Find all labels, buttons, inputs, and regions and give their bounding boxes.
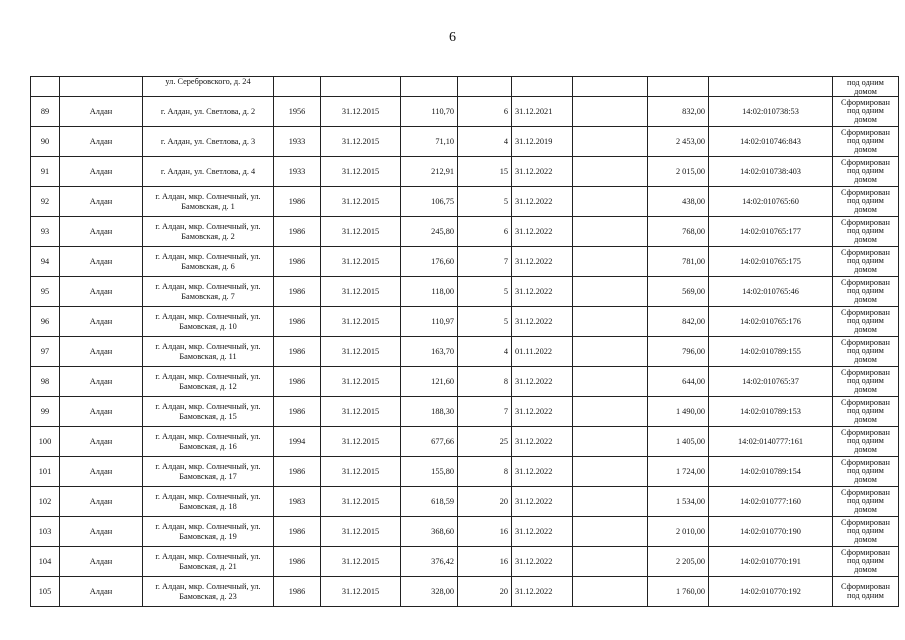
cell-locality: Алдан — [60, 367, 143, 397]
cell-date: 31.12.2015 — [321, 307, 401, 337]
cell-empty — [573, 77, 648, 97]
cell-floors: 20 — [458, 487, 512, 517]
cell-locality: Алдан — [60, 127, 143, 157]
cell-deadline: 31.12.2022 — [512, 397, 573, 427]
cell-number: 91 — [31, 157, 60, 187]
cell-number: 90 — [31, 127, 60, 157]
cell-status: Сформирован под одним домом — [833, 397, 899, 427]
cell-floors: 4 — [458, 337, 512, 367]
cell-floors: 5 — [458, 307, 512, 337]
cell-address: г. Алдан, ул. Светлова, д. 4 — [143, 157, 274, 187]
cell-year: 1986 — [274, 247, 321, 277]
cell-sum: 1 724,00 — [648, 457, 709, 487]
housing-registry-table — [30, 76, 899, 607]
cell-area: 163,70 — [401, 337, 458, 367]
cell-empty — [573, 157, 648, 187]
cell-status: Сформирован под одним домом — [833, 367, 899, 397]
cell-deadline: 31.12.2021 — [512, 97, 573, 127]
cell-deadline: 01.11.2022 — [512, 337, 573, 367]
cell-number: 95 — [31, 277, 60, 307]
cell-floors — [458, 77, 512, 97]
cell-status: Сформирован под одним домом — [833, 517, 899, 547]
cell-cadastral-number: 14:02:010789:154 — [709, 457, 833, 487]
cell-status: Сформирован под одним домом — [833, 247, 899, 277]
cell-empty — [573, 367, 648, 397]
cell-status: Сформирован под одним домом — [833, 127, 899, 157]
cell-deadline: 31.12.2022 — [512, 457, 573, 487]
cell-cadastral-number: 14:02:010765:37 — [709, 367, 833, 397]
cell-year: 1983 — [274, 487, 321, 517]
cell-date: 31.12.2015 — [321, 397, 401, 427]
table-row — [31, 157, 899, 187]
cell-deadline: 31.12.2022 — [512, 307, 573, 337]
cell-date: 31.12.2015 — [321, 517, 401, 547]
cell-date: 31.12.2015 — [321, 127, 401, 157]
cell-deadline: 31.12.2022 — [512, 487, 573, 517]
table-row — [31, 247, 899, 277]
cell-locality: Алдан — [60, 457, 143, 487]
cell-sum: 842,00 — [648, 307, 709, 337]
cell-area: 106,75 — [401, 187, 458, 217]
cell-sum — [648, 77, 709, 97]
cell-number: 101 — [31, 457, 60, 487]
cell-sum: 2 015,00 — [648, 157, 709, 187]
cell-year: 1986 — [274, 307, 321, 337]
cell-cadastral-number: 14:02:010770:191 — [709, 547, 833, 577]
cell-address: г. Алдан, мкр. Солнечный, ул. Бамовская, д. 10 — [143, 307, 274, 337]
cell-deadline: 31.12.2022 — [512, 217, 573, 247]
cell-deadline: 31.12.2022 — [512, 187, 573, 217]
cell-number: 89 — [31, 97, 60, 127]
cell-cadastral-number: 14:02:010789:153 — [709, 397, 833, 427]
cell-date: 31.12.2015 — [321, 367, 401, 397]
table-row — [31, 547, 899, 577]
cell-sum: 1 534,00 — [648, 487, 709, 517]
cell-sum: 1 490,00 — [648, 397, 709, 427]
cell-address: г. Алдан, мкр. Солнечный, ул. Бамовская, д. 1 — [143, 187, 274, 217]
cell-empty — [573, 97, 648, 127]
cell-number — [31, 77, 60, 97]
cell-address: г. Алдан, мкр. Солнечный, ул. Бамовская, д. 21 — [143, 547, 274, 577]
cell-floors: 5 — [458, 277, 512, 307]
cell-area: 368,60 — [401, 517, 458, 547]
cell-cadastral-number: 14:02:010789:155 — [709, 337, 833, 367]
cell-status: Сформирован под одним домом — [833, 427, 899, 457]
table-row — [31, 127, 899, 157]
cell-year: 1986 — [274, 457, 321, 487]
cell-address: ул. Серебровского, д. 24 — [143, 77, 274, 97]
cell-floors: 7 — [458, 247, 512, 277]
cell-year: 1986 — [274, 517, 321, 547]
cell-floors: 20 — [458, 577, 512, 607]
cell-area: 618,59 — [401, 487, 458, 517]
cell-floors: 8 — [458, 457, 512, 487]
cell-floors: 4 — [458, 127, 512, 157]
cell-area: 110,70 — [401, 97, 458, 127]
cell-empty — [573, 517, 648, 547]
table-row — [31, 97, 899, 127]
cell-area: 245,80 — [401, 217, 458, 247]
cell-deadline: 31.12.2022 — [512, 247, 573, 277]
table-row — [31, 367, 899, 397]
cell-address: г. Алдан, ул. Светлова, д. 3 — [143, 127, 274, 157]
cell-year: 1986 — [274, 577, 321, 607]
cell-locality: Алдан — [60, 487, 143, 517]
cell-sum: 2 453,00 — [648, 127, 709, 157]
table-row — [31, 307, 899, 337]
cell-number: 96 — [31, 307, 60, 337]
cell-date: 31.12.2015 — [321, 337, 401, 367]
cell-cadastral-number: 14:02:010738:53 — [709, 97, 833, 127]
cell-area: 155,80 — [401, 457, 458, 487]
cell-address: г. Алдан, мкр. Солнечный, ул. Бамовская, д. 23 — [143, 577, 274, 607]
cell-cadastral-number: 14:02:010765:60 — [709, 187, 833, 217]
cell-date: 31.12.2015 — [321, 187, 401, 217]
cell-cadastral-number: 14:02:010765:177 — [709, 217, 833, 247]
cell-status: Сформирован под одним домом — [833, 457, 899, 487]
cell-area: 677,66 — [401, 427, 458, 457]
table-row — [31, 577, 899, 607]
cell-address: г. Алдан, мкр. Солнечный, ул. Бамовская, д. 12 — [143, 367, 274, 397]
cell-date: 31.12.2015 — [321, 277, 401, 307]
cell-sum: 768,00 — [648, 217, 709, 247]
cell-floors: 16 — [458, 517, 512, 547]
cell-locality: Алдан — [60, 427, 143, 457]
cell-status: Сформирован под одним домом — [833, 307, 899, 337]
cell-number: 98 — [31, 367, 60, 397]
cell-cadastral-number: 14:02:010770:192 — [709, 577, 833, 607]
cell-empty — [573, 337, 648, 367]
cell-floors: 6 — [458, 97, 512, 127]
cell-year: 1994 — [274, 427, 321, 457]
cell-floors: 15 — [458, 157, 512, 187]
cell-status: Сформирован под одним — [833, 577, 899, 607]
cell-empty — [573, 577, 648, 607]
cell-sum: 2 205,00 — [648, 547, 709, 577]
cell-sum: 644,00 — [648, 367, 709, 397]
cell-floors: 7 — [458, 397, 512, 427]
table-row — [31, 487, 899, 517]
cell-number: 103 — [31, 517, 60, 547]
cell-number: 100 — [31, 427, 60, 457]
cell-area: 121,60 — [401, 367, 458, 397]
registry-body — [31, 77, 899, 607]
cell-empty — [573, 457, 648, 487]
cell-status: Сформирован под одним домом — [833, 187, 899, 217]
cell-address: г. Алдан, мкр. Солнечный, ул. Бамовская, д. 18 — [143, 487, 274, 517]
cell-empty — [573, 397, 648, 427]
cell-empty — [573, 127, 648, 157]
cell-address: г. Алдан, мкр. Солнечный, ул. Бамовская, д. 19 — [143, 517, 274, 547]
cell-empty — [573, 487, 648, 517]
cell-year: 1986 — [274, 397, 321, 427]
cell-locality: Алдан — [60, 577, 143, 607]
cell-area: 71,10 — [401, 127, 458, 157]
cell-status: Сформирован под одним домом — [833, 217, 899, 247]
cell-date: 31.12.2015 — [321, 217, 401, 247]
cell-sum: 1 760,00 — [648, 577, 709, 607]
cell-deadline: 31.12.2019 — [512, 127, 573, 157]
cell-cadastral-number: 14:02:010738:403 — [709, 157, 833, 187]
cell-cadastral-number: 14:02:010765:175 — [709, 247, 833, 277]
cell-number: 92 — [31, 187, 60, 217]
table-row — [31, 187, 899, 217]
cell-status: Сформирован под одним домом — [833, 277, 899, 307]
cell-empty — [573, 217, 648, 247]
cell-locality: Алдан — [60, 277, 143, 307]
cell-status: под одним домом — [833, 77, 899, 97]
table-row — [31, 457, 899, 487]
cell-floors: 6 — [458, 217, 512, 247]
cell-number: 93 — [31, 217, 60, 247]
cell-date: 31.12.2015 — [321, 247, 401, 277]
cell-year: 1986 — [274, 367, 321, 397]
cell-area: 212,91 — [401, 157, 458, 187]
cell-empty — [573, 247, 648, 277]
cell-address: г. Алдан, мкр. Солнечный, ул. Бамовская, д. 2 — [143, 217, 274, 247]
table-row — [31, 427, 899, 457]
cell-locality: Алдан — [60, 187, 143, 217]
cell-sum: 438,00 — [648, 187, 709, 217]
cell-year: 1933 — [274, 127, 321, 157]
cell-locality — [60, 77, 143, 97]
cell-area: 176,60 — [401, 247, 458, 277]
table-row-continued — [31, 77, 899, 97]
cell-address: г. Алдан, мкр. Солнечный, ул. Бамовская, д. 15 — [143, 397, 274, 427]
cell-date: 31.12.2015 — [321, 427, 401, 457]
cell-year: 1956 — [274, 97, 321, 127]
cell-address: г. Алдан, мкр. Солнечный, ул. Бамовская, д. 7 — [143, 277, 274, 307]
cell-year: 1986 — [274, 337, 321, 367]
page-number: 6 — [449, 30, 456, 45]
cell-sum: 781,00 — [648, 247, 709, 277]
cell-floors: 16 — [458, 547, 512, 577]
cell-area: 328,00 — [401, 577, 458, 607]
cell-locality: Алдан — [60, 397, 143, 427]
cell-status: Сформирован под одним домом — [833, 487, 899, 517]
cell-floors: 5 — [458, 187, 512, 217]
cell-date: 31.12.2015 — [321, 577, 401, 607]
cell-deadline: 31.12.2022 — [512, 427, 573, 457]
cell-floors: 25 — [458, 427, 512, 457]
cell-empty — [573, 187, 648, 217]
cell-number: 105 — [31, 577, 60, 607]
cell-date: 31.12.2015 — [321, 547, 401, 577]
cell-date: 31.12.2015 — [321, 457, 401, 487]
cell-year: 1986 — [274, 217, 321, 247]
cell-sum: 832,00 — [648, 97, 709, 127]
cell-cadastral-number: 14:02:010770:190 — [709, 517, 833, 547]
cell-empty — [573, 427, 648, 457]
cell-deadline: 31.12.2022 — [512, 157, 573, 187]
cell-locality: Алдан — [60, 517, 143, 547]
cell-date: 31.12.2015 — [321, 97, 401, 127]
cell-year — [274, 77, 321, 97]
cell-cadastral-number — [709, 77, 833, 97]
cell-number: 104 — [31, 547, 60, 577]
cell-area: 118,00 — [401, 277, 458, 307]
cell-number: 99 — [31, 397, 60, 427]
cell-number: 94 — [31, 247, 60, 277]
cell-cadastral-number: 14:02:010765:46 — [709, 277, 833, 307]
cell-empty — [573, 277, 648, 307]
cell-cadastral-number: 14:02:010765:176 — [709, 307, 833, 337]
cell-deadline: 31.12.2022 — [512, 547, 573, 577]
cell-sum: 796,00 — [648, 337, 709, 367]
cell-area: 110,97 — [401, 307, 458, 337]
cell-locality: Алдан — [60, 307, 143, 337]
cell-number: 102 — [31, 487, 60, 517]
cell-date: 31.12.2015 — [321, 157, 401, 187]
cell-status: Сформирован под одним домом — [833, 97, 899, 127]
cell-sum: 569,00 — [648, 277, 709, 307]
cell-sum: 1 405,00 — [648, 427, 709, 457]
cell-address: г. Алдан, ул. Светлова, д. 2 — [143, 97, 274, 127]
cell-year: 1933 — [274, 157, 321, 187]
cell-floors: 8 — [458, 367, 512, 397]
cell-deadline: 31.12.2022 — [512, 367, 573, 397]
cell-area — [401, 77, 458, 97]
cell-status: Сформирован под одним домом — [833, 157, 899, 187]
cell-address: г. Алдан, мкр. Солнечный, ул. Бамовская, д. 16 — [143, 427, 274, 457]
cell-year: 1986 — [274, 277, 321, 307]
cell-deadline: 31.12.2022 — [512, 517, 573, 547]
cell-address: г. Алдан, мкр. Солнечный, ул. Бамовская, д. 11 — [143, 337, 274, 367]
cell-empty — [573, 547, 648, 577]
cell-date: 31.12.2015 — [321, 487, 401, 517]
table-row — [31, 397, 899, 427]
cell-locality: Алдан — [60, 337, 143, 367]
cell-deadline — [512, 77, 573, 97]
cell-deadline: 31.12.2022 — [512, 277, 573, 307]
cell-locality: Алдан — [60, 157, 143, 187]
cell-number: 97 — [31, 337, 60, 367]
cell-deadline: 31.12.2022 — [512, 577, 573, 607]
cell-address: г. Алдан, мкр. Солнечный, ул. Бамовская, д. 17 — [143, 457, 274, 487]
cell-status: Сформирован под одним домом — [833, 547, 899, 577]
cell-locality: Алдан — [60, 217, 143, 247]
cell-cadastral-number: 14:02:0140777:161 — [709, 427, 833, 457]
cell-locality: Алдан — [60, 547, 143, 577]
cell-sum: 2 010,00 — [648, 517, 709, 547]
table-row — [31, 337, 899, 367]
cell-status: Сформирован под одним домом — [833, 337, 899, 367]
cell-empty — [573, 307, 648, 337]
table-row — [31, 277, 899, 307]
cell-cadastral-number: 14:02:010746:843 — [709, 127, 833, 157]
cell-date — [321, 77, 401, 97]
cell-area: 376,42 — [401, 547, 458, 577]
cell-cadastral-number: 14:02:010777:160 — [709, 487, 833, 517]
cell-year: 1986 — [274, 547, 321, 577]
cell-year: 1986 — [274, 187, 321, 217]
cell-area: 188,30 — [401, 397, 458, 427]
cell-locality: Алдан — [60, 97, 143, 127]
table-row — [31, 217, 899, 247]
cell-locality: Алдан — [60, 247, 143, 277]
table-row — [31, 517, 899, 547]
cell-address: г. Алдан, мкр. Солнечный, ул. Бамовская, д. 6 — [143, 247, 274, 277]
